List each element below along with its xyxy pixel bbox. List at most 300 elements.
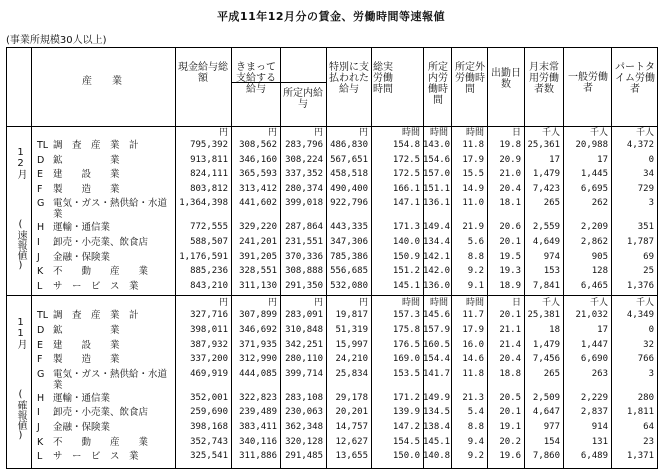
table-cell: 346,160 (239, 154, 277, 165)
industry-name: 調 査 産 業 計 (53, 140, 139, 151)
header-total-hours: 総実労働時間 (373, 62, 393, 95)
industry-code: F (37, 183, 43, 195)
industry-name: 鉱 業 (53, 325, 120, 336)
industry-code: J (37, 422, 40, 433)
table-cell: 19.6 (499, 451, 521, 462)
table-cell: 795,392 (190, 140, 228, 150)
table-cell: 138.4 (423, 422, 451, 432)
table-cell: 803,812 (190, 183, 228, 194)
table-cell: 19.8 (499, 140, 521, 150)
table-cell: 2,862 (580, 237, 608, 247)
header-general: 一般労働者 (568, 72, 608, 94)
table-cell: 310,848 (285, 325, 323, 335)
table-cell: 17.9 (462, 325, 484, 335)
table-cell: 171.3 (392, 222, 420, 233)
industry-name: 不 動 産 業 (53, 266, 149, 278)
table-cell: 149.4 (423, 222, 451, 233)
table-cell: 19.1 (499, 422, 521, 432)
unit-label: 千人 (589, 298, 608, 309)
table-cell: 32 (643, 339, 654, 350)
table-cell: 370,336 (285, 251, 323, 262)
table-cell: 9.4 (467, 436, 484, 447)
header-employees: 月末常用労働者数 (529, 62, 559, 95)
table-cell: 4,349 (626, 310, 654, 321)
table-cell: 21.9 (462, 222, 484, 233)
table-cell: 11.0 (462, 198, 484, 209)
table-cell: 131 (591, 436, 608, 447)
table-cell: 20.4 (499, 354, 521, 365)
table-cell: 824,111 (190, 169, 228, 180)
table-cell: 311,130 (239, 280, 277, 291)
table-cell: 6,465 (580, 280, 608, 291)
table-cell: 160.5 (423, 339, 451, 350)
unit-label: 日 (511, 298, 521, 309)
table-cell: 147.2 (392, 422, 420, 432)
table-cell: 4,649 (532, 237, 560, 247)
table-cell: 4,372 (626, 140, 654, 150)
industry-name: 電気・ガス・熱供給・水道業 (53, 198, 168, 221)
industry-code: I (37, 407, 40, 419)
table-cell: 18.9 (499, 280, 521, 291)
table-cell: 1,787 (626, 237, 654, 247)
table-cell: 362,348 (285, 422, 323, 432)
table-cell: 1,811 (626, 407, 654, 418)
table-cell: 2,837 (580, 407, 608, 418)
table-cell: 328,551 (239, 266, 277, 277)
table-cell: 340,116 (239, 436, 277, 447)
table-cell: 21.4 (499, 339, 521, 350)
table-cell: 308,224 (285, 154, 323, 165)
table-cell: 4,647 (532, 407, 560, 418)
table-cell: 14.6 (462, 354, 484, 365)
table-cell: 283,796 (285, 140, 323, 150)
table-cell: 352,001 (190, 392, 228, 403)
table-cell: 176.5 (392, 339, 420, 350)
table-cell: 337,352 (285, 169, 323, 180)
industry-name: 不 動 産 業 (53, 436, 149, 448)
industry-name: 金融・保険業 (53, 422, 111, 433)
table-cell: 307,899 (239, 310, 277, 321)
table-cell: 1,376 (626, 280, 654, 291)
industry-name: 建 設 業 (53, 339, 120, 351)
unit-label: 日 (511, 128, 521, 138)
table-cell: 977 (543, 422, 560, 432)
table-cell: 150.0 (392, 451, 420, 462)
table-cell: 143.0 (423, 140, 451, 150)
scope-note: (事業所規模30人以上) (6, 35, 107, 46)
header-special-pay: 特別に支払われた給与 (329, 62, 369, 95)
table-cell: 230,063 (285, 407, 323, 418)
unit-label: 円 (218, 128, 228, 138)
table-cell: 313,412 (239, 183, 277, 194)
table-cell: 149.9 (423, 392, 451, 403)
industry-name: 電気・ガス・熱供給・水道業 (53, 368, 168, 391)
header-overtime-hours: 所定外労働時間 (455, 62, 485, 95)
table-cell: 20.2 (499, 436, 521, 447)
industry-name: 卸売・小売業、飲食店 (53, 407, 149, 419)
table-cell: 20.9 (499, 154, 521, 165)
table-cell: 25 (643, 266, 654, 277)
industry-name: 金融・保険業 (53, 251, 111, 263)
table-cell: 567,651 (330, 154, 368, 165)
table-cell: 6,690 (580, 354, 608, 365)
table-cell: 3 (648, 198, 654, 209)
industry-code: L (37, 280, 43, 292)
table-cell: 5.4 (467, 407, 484, 418)
table-cell: 18 (549, 325, 560, 335)
table-cell: 157.9 (423, 325, 451, 335)
month-label: 12月 (15, 147, 26, 179)
table-cell: 458,518 (330, 169, 368, 180)
table-cell: 134.5 (423, 407, 451, 418)
industry-name: 卸売・小売業、飲食店 (53, 237, 149, 248)
table-cell: 443,335 (330, 222, 368, 233)
table-cell: 556,685 (330, 266, 368, 277)
table-cell: 20.1 (499, 237, 521, 247)
header-industry: 産 業 (82, 76, 122, 87)
industry-code: J (37, 251, 40, 263)
table-cell: 399,018 (285, 198, 323, 209)
table-cell: 154.5 (392, 436, 420, 447)
table-cell: 157.0 (423, 169, 451, 180)
table-cell: 20.6 (499, 222, 521, 233)
table-cell: 20.1 (499, 407, 521, 418)
table-cell: 169.0 (392, 354, 420, 365)
table-cell: 280,110 (285, 354, 323, 365)
table-cell: 12,627 (335, 436, 368, 447)
industry-name: 製 造 業 (53, 183, 120, 195)
table-cell: 18.1 (499, 198, 521, 209)
unit-label: 千人 (541, 128, 560, 138)
page-title: 平成11年12月分の賃金、労働時間等速報値 (216, 10, 446, 23)
table-cell: 532,080 (330, 280, 368, 291)
industry-code: D (37, 325, 45, 336)
table-cell: 486,830 (330, 140, 368, 150)
table-cell: 441,602 (239, 198, 277, 209)
table-cell: 153 (543, 266, 560, 277)
table-cell: 444,085 (239, 368, 277, 379)
table-cell: 239,489 (239, 407, 277, 418)
table-cell: 145.1 (423, 436, 451, 447)
table-cell: 729 (637, 183, 654, 194)
table-cell: 166.1 (392, 183, 420, 194)
table-cell: 1,447 (580, 339, 608, 350)
industry-code: E (37, 169, 44, 181)
table-cell: 141.7 (423, 368, 451, 379)
header-contract-pay: きまって支給する給与 (236, 62, 276, 95)
industry-name: 鉱 業 (53, 154, 120, 166)
industry-code: TL (37, 310, 49, 322)
table-cell: 154.6 (423, 154, 451, 165)
table-cell: 843,210 (190, 280, 228, 291)
table-cell: 21.1 (499, 325, 521, 335)
table-cell: 136.1 (423, 198, 451, 209)
table-cell: 365,593 (239, 169, 277, 180)
industry-name: サ ー ビ ス 業 (53, 280, 139, 292)
table-cell: 398,011 (190, 325, 228, 335)
table-cell: 19.5 (499, 251, 521, 262)
unit-label: 千人 (589, 128, 608, 138)
unit-label: 時間 (429, 128, 448, 138)
table-cell: 171.2 (392, 392, 420, 403)
table-cell: 1,479 (532, 339, 560, 350)
table-cell: 913,811 (190, 154, 228, 165)
unit-label: 円 (313, 128, 323, 138)
table-cell: 142.0 (423, 266, 451, 277)
table-cell: 262 (591, 198, 608, 209)
table-cell: 352,743 (190, 436, 228, 447)
header-bottom (7, 126, 657, 127)
table-cell: 291,350 (285, 280, 323, 291)
header-total-pay: 現金給与総額 (178, 62, 228, 84)
table-cell: 20.4 (499, 183, 521, 194)
table-cell: 19.3 (499, 266, 521, 277)
table-cell: 387,932 (190, 339, 228, 350)
table-cell: 3 (648, 368, 654, 379)
table-cell: 308,888 (285, 266, 323, 277)
table-cell: 241,201 (239, 237, 277, 247)
status-label: (速報値) (15, 219, 26, 272)
industry-name: 運輸・通信業 (53, 222, 111, 234)
table-cell: 139.9 (392, 407, 420, 418)
table-cell: 6,695 (580, 183, 608, 194)
table-cell: 29,178 (335, 392, 368, 403)
table-cell: 342,251 (285, 339, 323, 350)
industry-name: 調 査 産 業 計 (53, 310, 139, 322)
table-cell: 15,997 (335, 339, 368, 350)
table-cell: 34 (643, 169, 654, 180)
table-cell: 308,562 (239, 140, 277, 150)
unit-label: 時間 (401, 128, 420, 138)
table-cell: 13,655 (335, 451, 368, 462)
table-cell: 351 (637, 222, 654, 233)
table-cell: 8.8 (467, 251, 484, 262)
table-cell: 2,209 (580, 222, 608, 233)
industry-code: K (37, 266, 44, 278)
table-cell: 231,551 (285, 237, 323, 247)
table-cell: 283,108 (285, 392, 323, 403)
table-cell: 20,201 (335, 407, 368, 418)
table-cell: 20,988 (575, 140, 608, 150)
table-cell: 320,128 (285, 436, 323, 447)
industry-code: K (37, 436, 44, 448)
table-cell: 1,445 (580, 169, 608, 180)
table-cell: 9.2 (467, 451, 484, 462)
unit-label: 時間 (429, 298, 448, 309)
table-cell: 172.5 (392, 169, 420, 180)
unit-label: 千人 (541, 298, 560, 309)
table-cell: 0 (648, 154, 654, 165)
header-parttime: パートタイム労働者 (615, 62, 655, 95)
industry-code: H (37, 222, 45, 234)
table-cell: 145.6 (423, 310, 451, 321)
table-cell: 150.9 (392, 251, 420, 262)
unit-label: 円 (358, 128, 368, 138)
table-cell: 2,559 (532, 222, 560, 233)
unit-label: 時間 (401, 298, 420, 309)
table-cell: 280,374 (285, 183, 323, 194)
status-label: (確報値) (15, 389, 26, 442)
table-cell: 24,210 (335, 354, 368, 365)
industry-name: 運輸・通信業 (53, 392, 111, 404)
table-cell: 291,485 (285, 451, 323, 462)
table-cell: 885,236 (190, 266, 228, 277)
table-cell: 7,841 (532, 280, 560, 291)
table-cell: 347,306 (330, 237, 368, 247)
table-cell: 1,479 (532, 169, 560, 180)
table-cell: 9.2 (467, 266, 484, 277)
table-cell: 383,411 (239, 422, 277, 432)
table-cell: 785,386 (330, 251, 368, 262)
unit-label: 円 (313, 298, 323, 309)
unit-label: 円 (358, 298, 368, 309)
table-cell: 153.5 (392, 368, 420, 379)
table-cell: 154.8 (392, 140, 420, 150)
industry-code: D (37, 154, 45, 166)
table-cell: 140.8 (423, 451, 451, 462)
industry-code: G (37, 198, 45, 210)
table-cell: 14.9 (462, 183, 484, 194)
table-cell: 157.3 (392, 310, 420, 321)
table-cell: 322,823 (239, 392, 277, 403)
table-cell: 17.9 (462, 154, 484, 165)
month-label: 11月 (15, 317, 26, 350)
table-cell: 1,371 (626, 451, 654, 462)
table-cell: 772,555 (190, 222, 228, 233)
table-cell: 20.5 (499, 392, 521, 403)
table-cell: 346,692 (239, 325, 277, 335)
table-cell: 905 (591, 251, 608, 262)
industry-name: 建 設 業 (53, 169, 120, 181)
table-cell: 398,168 (190, 422, 228, 432)
industry-code: L (37, 451, 43, 463)
unit-label: 時間 (465, 128, 484, 138)
unit-label: 千人 (635, 298, 654, 309)
table-cell: 64 (643, 422, 654, 432)
table-cell: 51,319 (335, 325, 368, 335)
table-cell: 280 (637, 392, 654, 403)
industry-code: F (37, 354, 43, 366)
industry-code: G (37, 368, 45, 380)
table-cell: 16.0 (462, 339, 484, 350)
table-cell: 7,423 (532, 183, 560, 194)
header-scheduled-hours: 所定内労働時間 (428, 62, 448, 106)
table-cell: 327,716 (190, 310, 228, 321)
unit-label: 時間 (465, 298, 484, 309)
table-cell: 17 (597, 325, 608, 335)
industry-code: TL (37, 140, 49, 151)
col-divider (31, 48, 32, 468)
table-cell: 136.0 (423, 280, 451, 291)
table-cell: 25,834 (335, 368, 368, 379)
table-cell: 8.8 (467, 422, 484, 432)
table-cell: 325,541 (190, 451, 228, 462)
table-cell: 18.8 (499, 368, 521, 379)
wage-table (6, 47, 658, 469)
unit-label: 千人 (635, 128, 654, 138)
table-cell: 17 (597, 154, 608, 165)
table-cell: 140.0 (392, 237, 420, 247)
table-cell: 1,176,591 (179, 251, 228, 262)
table-cell: 14,757 (335, 422, 368, 432)
table-cell: 259,690 (190, 407, 228, 418)
table-cell: 914 (591, 422, 608, 432)
table-cell: 391,205 (239, 251, 277, 262)
table-cell: 337,200 (190, 354, 228, 365)
header-scheduled-pay: 所定内給与 (283, 88, 323, 110)
table-cell: 145.1 (392, 280, 420, 291)
table-cell: 128 (591, 266, 608, 277)
table-cell: 265 (543, 368, 560, 379)
table-cell: 25,381 (527, 310, 560, 321)
table-cell: 371,935 (239, 339, 277, 350)
table-cell: 283,091 (285, 310, 323, 321)
table-cell: 766 (637, 354, 654, 365)
table-cell: 974 (543, 251, 560, 262)
table-cell: 399,714 (285, 368, 323, 379)
table-cell: 15.5 (462, 169, 484, 180)
table-cell: 151.2 (392, 266, 420, 277)
table-cell: 2,229 (580, 392, 608, 403)
unit-label: 円 (267, 128, 277, 138)
table-cell: 11.8 (462, 368, 484, 379)
table-cell: 7,456 (532, 354, 560, 365)
table-cell: 21,032 (575, 310, 608, 321)
table-cell: 469,919 (190, 368, 228, 379)
table-cell: 311,886 (239, 451, 277, 462)
table-cell: 7,860 (532, 451, 560, 462)
header-days: 出勤日数 (491, 68, 521, 90)
industry-code: H (37, 392, 45, 404)
industry-name: 製 造 業 (53, 354, 120, 366)
table-cell: 23 (643, 436, 654, 447)
table-cell: 2,509 (532, 392, 560, 403)
table-cell: 329,220 (239, 222, 277, 233)
table-cell: 154.4 (423, 354, 451, 365)
table-cell: 263 (591, 368, 608, 379)
unit-label: 円 (267, 298, 277, 309)
table-cell: 9.1 (467, 280, 484, 291)
table-cell: 287,864 (285, 222, 323, 233)
table-cell: 147.1 (392, 198, 420, 209)
unit-label: 円 (218, 298, 228, 309)
table-cell: 312,990 (239, 354, 277, 365)
table-cell: 11.8 (462, 140, 484, 150)
table-cell: 21.3 (462, 392, 484, 403)
table-cell: 20.1 (499, 310, 521, 321)
table-cell: 154 (543, 436, 560, 447)
table-cell: 25,361 (527, 140, 560, 150)
table-cell: 5.6 (467, 237, 484, 247)
table-cell: 6,489 (580, 451, 608, 462)
industry-code: I (37, 237, 40, 248)
table-cell: 142.1 (423, 251, 451, 262)
table-cell: 490,400 (330, 183, 368, 194)
table-cell: 21.0 (499, 169, 521, 180)
industry-code: E (37, 339, 44, 351)
table-cell: 922,796 (330, 198, 368, 209)
table-cell: 588,507 (190, 237, 228, 247)
table-cell: 19,817 (335, 310, 368, 321)
table-cell: 11.7 (462, 310, 484, 321)
table-cell: 69 (643, 251, 654, 262)
table-cell: 1,364,398 (179, 198, 228, 209)
table-cell: 172.5 (392, 154, 420, 165)
table-cell: 175.8 (392, 325, 420, 335)
table-cell: 134.4 (423, 237, 451, 247)
table-cell: 151.1 (423, 183, 451, 194)
table-cell: 17 (549, 154, 560, 165)
